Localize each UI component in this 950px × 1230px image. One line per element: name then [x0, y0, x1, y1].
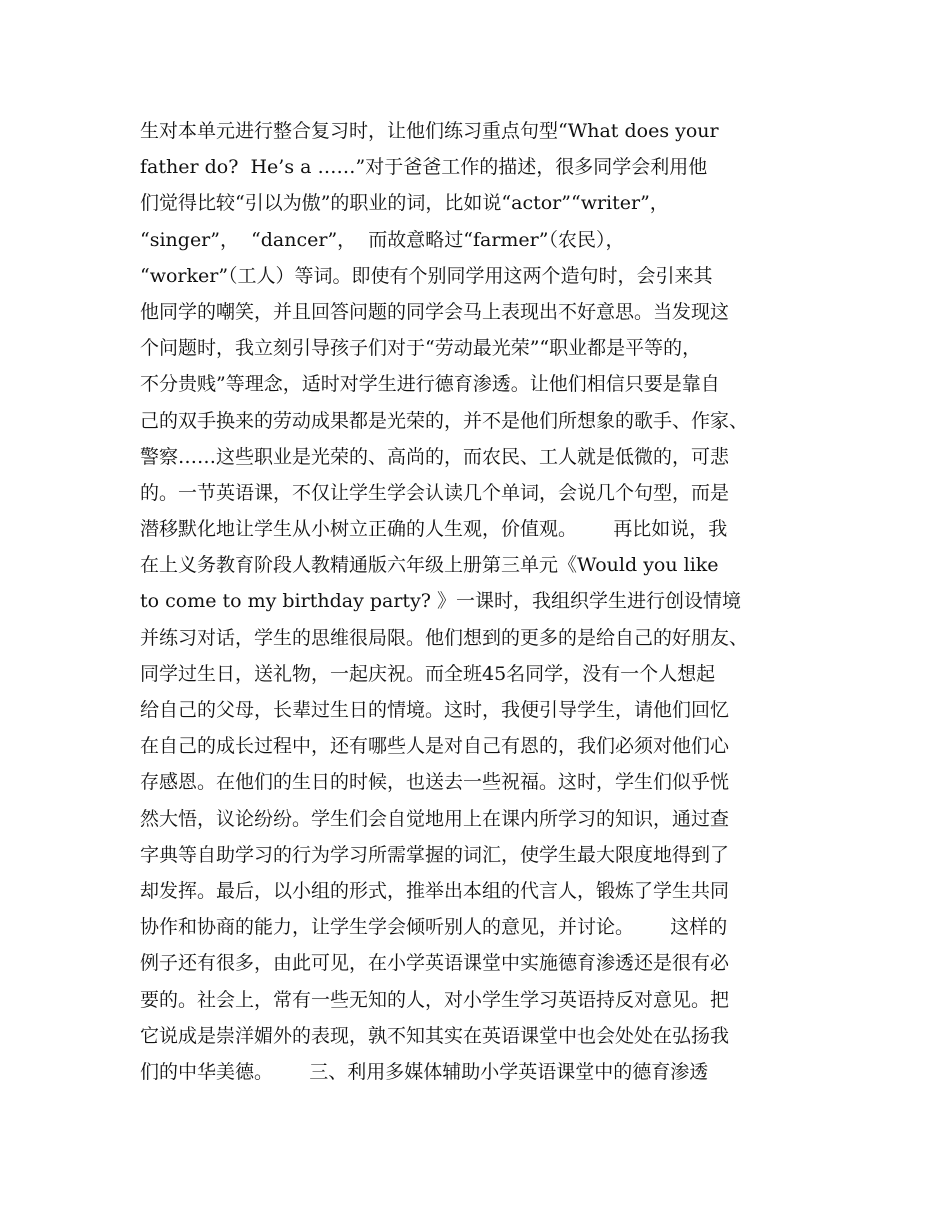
text-line: father do? He’s a ……”对于爸爸工作的描述，很多同学会利用他 — [140, 156, 708, 179]
text-line: 的。一节英语课，不仅让学生学会认读几个单词，会说几个句型，而是 — [140, 481, 730, 504]
text-line: to come to my birthday party? 》一课时，我组织学生进行创设情境 — [140, 590, 742, 613]
text-line: 警察……这些职业是光荣的、高尚的，而农民、工人就是低微的，可悲 — [140, 445, 730, 468]
body-text — [140, 113, 820, 1090]
text-line: 然大悟，议论纷纷。学生们会自觉地用上在课内所学习的知识，通过查 — [140, 807, 730, 830]
text-line: 要的。社会上，常有一些无知的人，对小学生学习英语持反对意见。把 — [140, 988, 730, 1011]
text-line: 们觉得比较“引以为傲”的职业的词，比如说“actor”“writer”， — [140, 192, 669, 215]
text-line: 协作和协商的能力，让学生学会倾听别人的意见，并讨论。 这样的 — [140, 916, 728, 939]
text-line: 同学过生日，送礼物，一起庆祝。而全班45名同学，没有一个人想起 — [140, 662, 716, 685]
text-line: “singer”， “dancer”， 而故意略过“farmer”（农民）， — [140, 228, 625, 251]
text-line: 生对本单元进行整合复习时，让他们练习重点句型“What does your — [140, 120, 719, 142]
text-line: 它说成是崇洋媚外的表现，孰不知其实在英语课堂中也会处处在弘扬我 — [140, 1024, 730, 1047]
text-line: 不分贵贱”等理念，适时对学生进行德育渗透。让他们相信只要是靠自 — [140, 373, 720, 396]
text-line: 个问题时，我立刻引导孩子们对于“劳动最光荣”“职业都是平等的， — [140, 337, 702, 360]
text-line: 例子还有很多，由此可见，在小学英语课堂中实施德育渗透还是很有必 — [140, 952, 730, 975]
text-line: 们的中华美德。 三、利用多媒体辅助小学英语课堂中的德育渗透 — [140, 1060, 709, 1083]
text-line: 却发挥。最后，以小组的形式，推举出本组的代言人，锻炼了学生共同 — [140, 879, 730, 902]
text-line: 存感恩。在他们的生日的时候，也送去一些祝福。这时，学生们似乎恍 — [140, 771, 730, 794]
text-line: “worker”（工人）等词。即使有个别同学用这两个造句时，会引来其 — [140, 264, 713, 287]
text-line: 并练习对话，学生的思维很局限。他们想到的更多的是给自己的好朋友、 — [140, 626, 749, 649]
text-line: 他同学的嘲笑，并且回答问题的同学会马上表现出不好意思。当发现这 — [140, 300, 730, 323]
text-line: 在上义务教育阶段人教精通版六年级上册第三单元《Would you like — [140, 554, 719, 577]
text-line: 在自己的成长过程中，还有哪些人是对自己有恩的，我们必须对他们心 — [140, 735, 730, 758]
text-line: 给自己的父母，长辈过生日的情境。这时，我便引导学生，请他们回忆 — [140, 699, 730, 721]
text-line: 字典等自助学习的行为学习所需掌握的词汇，使学生最大限度地得到了 — [140, 843, 730, 866]
text-line: 己的双手换来的劳动成果都是光荣的，并不是他们所想象的歌手、作家、 — [140, 409, 749, 432]
text-line: 潜移默化地让学生从小树立正确的人生观，价值观。 再比如说，我 — [140, 518, 728, 541]
